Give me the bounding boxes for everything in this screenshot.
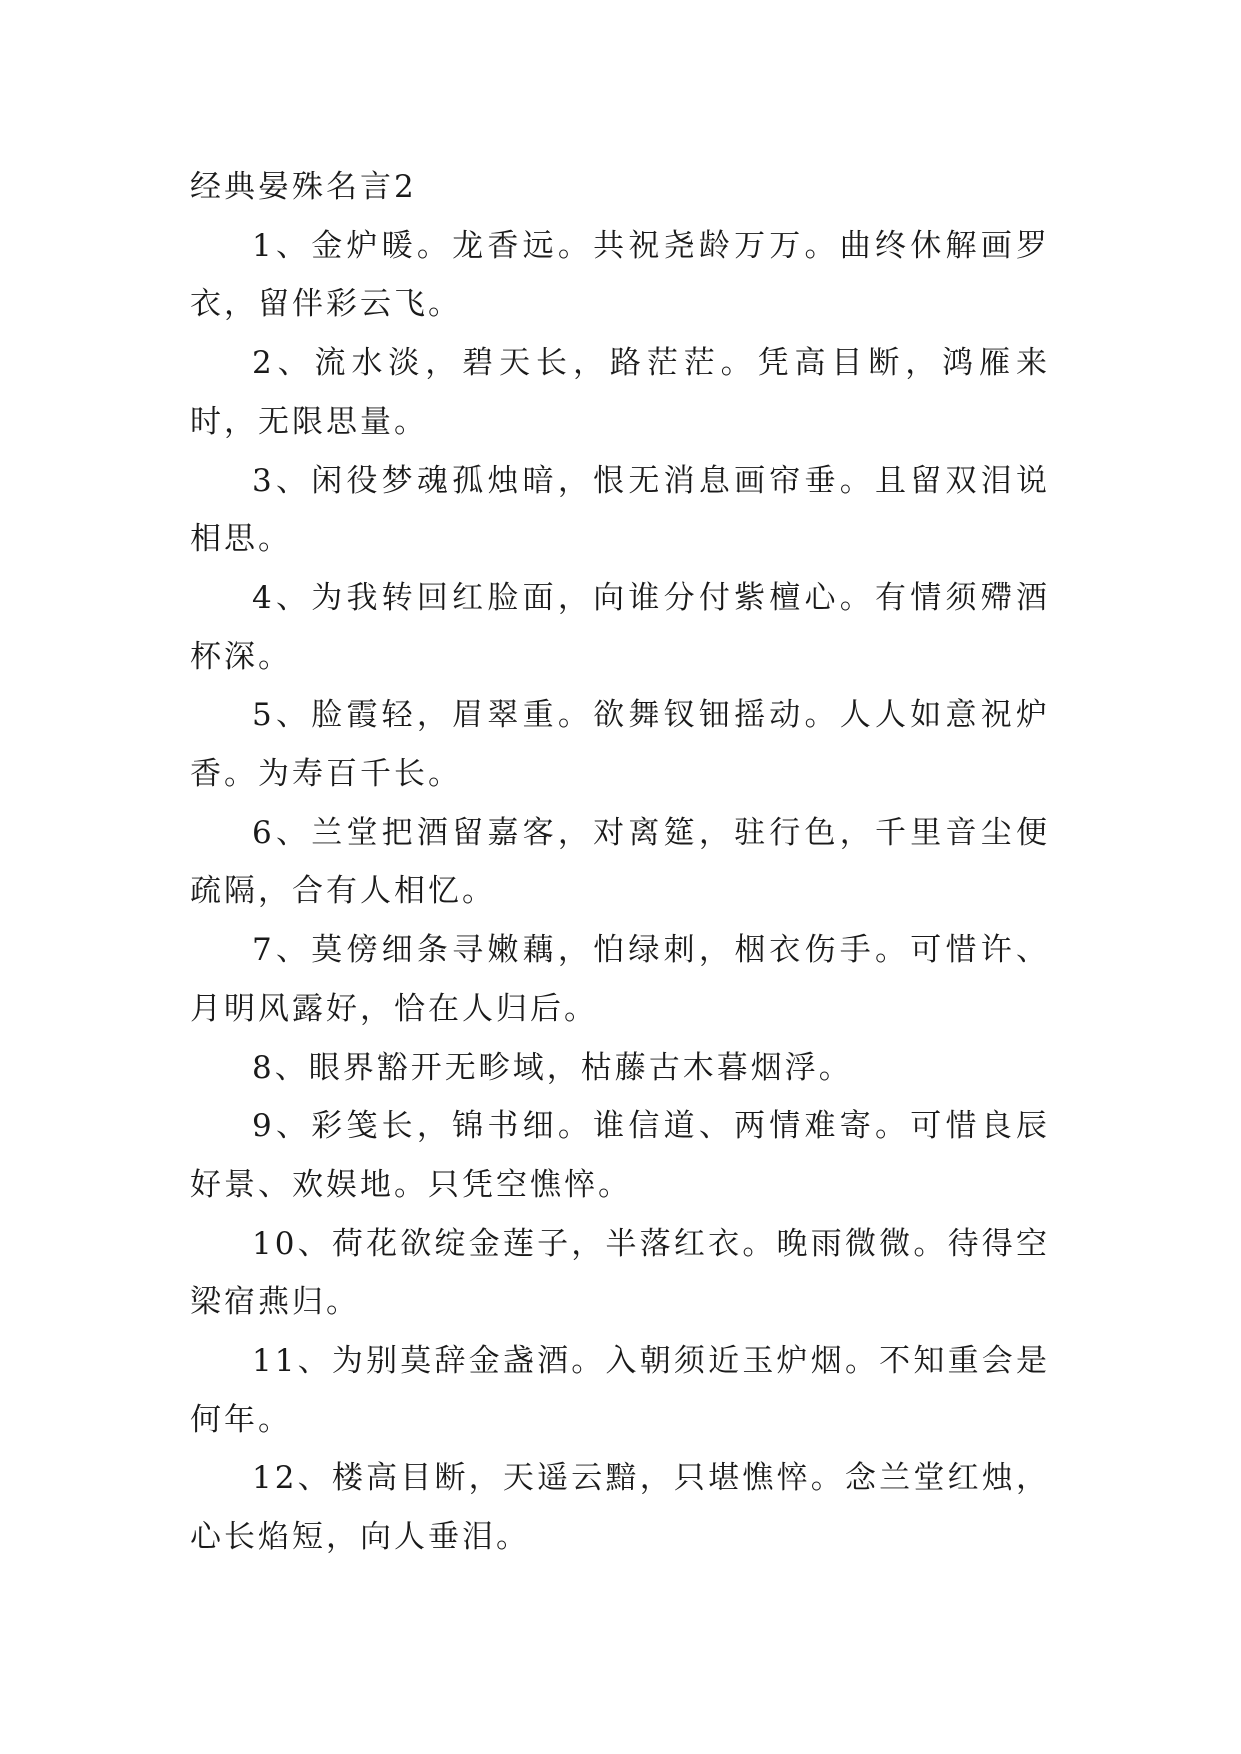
quote-item: 7、莫傍细条寻嫩藕，怕绿刺，栶衣伤手。可惜许、月明风露好，恰在人归后。	[190, 932, 1050, 1027]
document-body	[190, 158, 1050, 1567]
document-title: 经典晏殊名言2	[190, 169, 417, 205]
quote-item: 4、为我转回红脸面，向谁分付紫檀心。有情须殢酒杯深。	[190, 579, 1050, 675]
quote-item: 5、脸霞轻，眉翠重。欲舞钗钿摇动。人人如意祝炉香。为寿百千长。	[190, 697, 1050, 793]
quote-item: 1、金炉暖。龙香远。共祝尧龄万万。曲终休解画罗衣，留伴彩云飞。	[190, 227, 1050, 323]
quote-item: 2、流水淡，碧天长，路茫茫。凭高目断，鸿雁来时，无限思量。	[190, 345, 1050, 440]
quote-item: 11、为别莫辞金盏酒。入朝须近玉炉烟。不知重会是何年。	[190, 1343, 1050, 1438]
quote-item: 9、彩笺长，锦书细。谁信道、两情难寄。可惜良辰好景、欢娱地。只凭空憔悴。	[190, 1108, 1050, 1203]
quote-item: 12、楼高目断，天遥云黯，只堪憔悴。念兰堂红烛，心长焰短，向人垂泪。	[190, 1460, 1050, 1556]
quote-item: 3、闲役梦魂孤烛暗，恨无消息画帘垂。且留双泪说相思。	[190, 462, 1050, 558]
quote-item: 10、荷花欲绽金莲子，半落红衣。晚雨微微。待得空梁宿燕归。	[190, 1225, 1050, 1321]
quote-item: 6、兰堂把酒留嘉客，对离筵，驻行色，千里音尘便疏隔，合有人相忆。	[190, 814, 1050, 910]
quote-item: 8、眼界豁开无畛域，枯藤古木暮烟浮。	[252, 1049, 853, 1086]
